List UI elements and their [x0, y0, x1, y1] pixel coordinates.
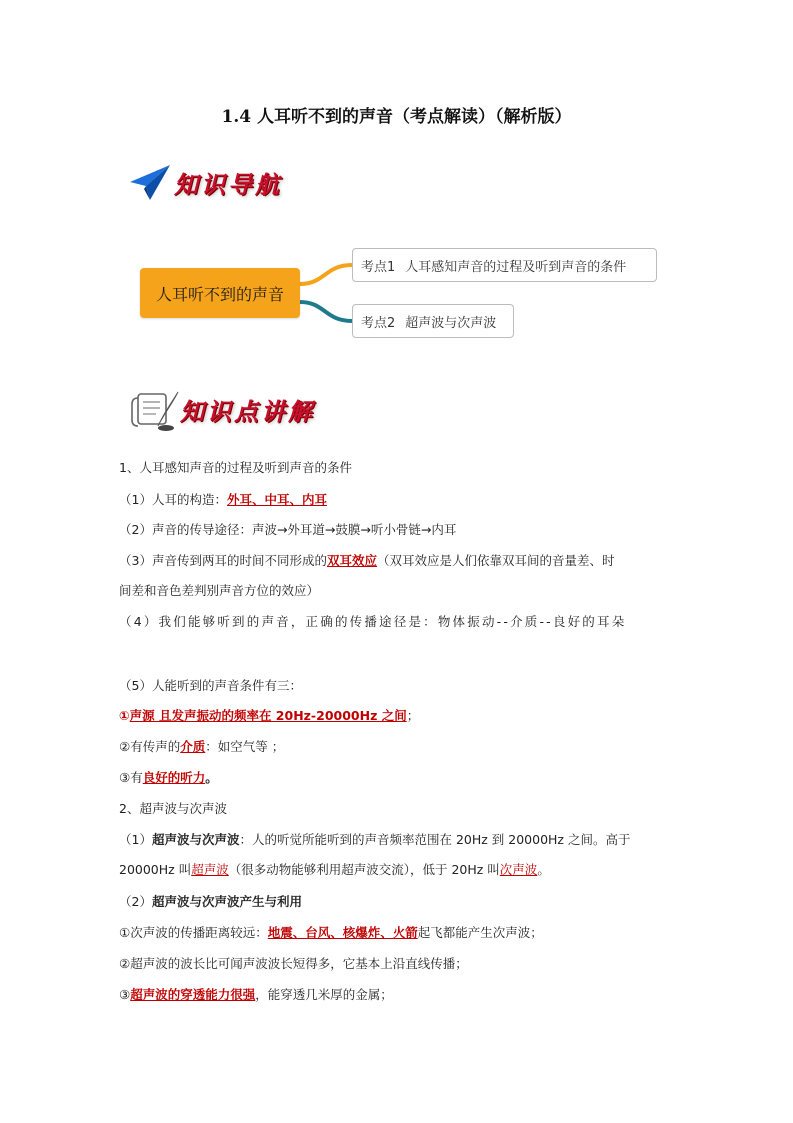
point-1-highlight: 外耳、中耳、内耳 [226, 492, 327, 507]
point-3-highlight: 双耳效应 [326, 553, 377, 568]
node-2-text: 超声波与次声波 [405, 315, 497, 331]
s2-item-1-end: 起飞都能产生次声波； [417, 925, 543, 940]
condition-2-end: ：如空气等 ； [205, 739, 285, 754]
point-3-continued: 间差和音色差判别声音方位的效应） [119, 583, 320, 598]
scroll-quill-icon [128, 386, 180, 432]
node-1-text: 人耳感知声音的过程及听到声音的条件 [405, 259, 627, 275]
condition-2-text: ②有传声的 [119, 739, 181, 754]
condition-3-highlight: 良好的听力 [142, 770, 206, 785]
s2-point-1-continued [119, 860, 550, 878]
point-3 [119, 551, 615, 569]
mindmap-root-node: 人耳听不到的声音 [140, 268, 300, 318]
s2-item-1-highlight: 地震、台风、核爆炸、火箭 [267, 925, 418, 940]
s2-point-1-cont-mid: （很多动物能够利用超声波交流），低于 20Hz 叫 [228, 862, 500, 877]
s2-point-1-number: （1） [119, 832, 152, 847]
condition-1 [119, 706, 419, 724]
section-2-heading: 2、超声波与次声波 [119, 801, 227, 816]
section-header-explanation [128, 386, 315, 432]
explanation-header-text: 知识点讲解 [180, 396, 315, 426]
s2-item-2: ②超声波的波长比可闻声波波长短得多，它基本上沿直线传播； [119, 956, 468, 971]
paper-plane-icon [128, 162, 172, 202]
s2-item-1-text: ①次声波的传播距离较远： [119, 925, 268, 940]
s2-point-2-number: （2） [119, 894, 152, 909]
condition-3 [119, 768, 218, 786]
point-1-text: （1）人耳的构造： [119, 492, 227, 507]
condition-1-end: ； [406, 708, 420, 723]
s2-point-1-cont-text: 20000Hz 叫 [119, 862, 192, 877]
condition-2 [119, 737, 284, 755]
s2-item-3-end: ，能穿透几米厚的金属； [255, 987, 393, 1002]
s2-point-1 [119, 830, 630, 848]
mindmap-node-1 [352, 248, 657, 282]
condition-3-end: 。 [205, 770, 218, 785]
s2-item-3-highlight: 超声波的穿透能力很强 [130, 987, 256, 1002]
infrasound-highlight: 次声波 [499, 862, 538, 877]
point-4: （4）我们能够听到的声音，正确的传播途径是：物体振动--介质--良好的耳朵 [119, 614, 627, 629]
s2-item-3 [119, 985, 393, 1003]
point-5: （5）人能听到的声音条件有三： [119, 678, 302, 693]
condition-1-number: ① [119, 708, 130, 723]
node-2-tag: 考点2 [361, 315, 396, 331]
s2-point-1-bold: 超声波与次声波 [151, 832, 240, 847]
condition-1-highlight: 声源 且发声振动的频率在 20Hz-20000Hz 之间 [129, 708, 407, 723]
mindmap-node-2 [352, 304, 514, 338]
s2-item-3-number: ③ [119, 987, 131, 1002]
s2-point-2 [119, 892, 302, 910]
navigation-header-text: 知识导航 [174, 169, 282, 199]
section-header-navigation [128, 162, 282, 202]
point-3-text-end: （双耳效应是人们依靠双耳间的音量差、时 [376, 553, 615, 568]
s2-point-1-cont-end: 。 [537, 862, 550, 877]
page-title: 1.4 人耳听不到的声音（考点解读）（解析版） [221, 107, 572, 127]
section-1-heading: 1、人耳感知声音的过程及听到声音的条件 [119, 460, 352, 475]
s2-item-1 [119, 923, 543, 941]
point-2: （2）声音的传导途径：声波→外耳道→鼓膜→听小骨链→内耳 [119, 522, 457, 537]
s2-point-2-bold: 超声波与次声波产生与利用 [151, 894, 302, 909]
condition-3-text: ③有 [119, 770, 143, 785]
point-1 [119, 490, 327, 508]
condition-2-highlight: 介质 [180, 739, 206, 754]
s2-point-1-text: ：人的听觉所能听到的声音频率范围在 20Hz 到 20000Hz 之间。高于 [239, 832, 631, 847]
node-1-tag: 考点1 [361, 259, 396, 275]
point-3-text: （3）声音传到两耳的时间不同形成的 [119, 553, 327, 568]
ultrasound-highlight: 超声波 [191, 862, 229, 877]
